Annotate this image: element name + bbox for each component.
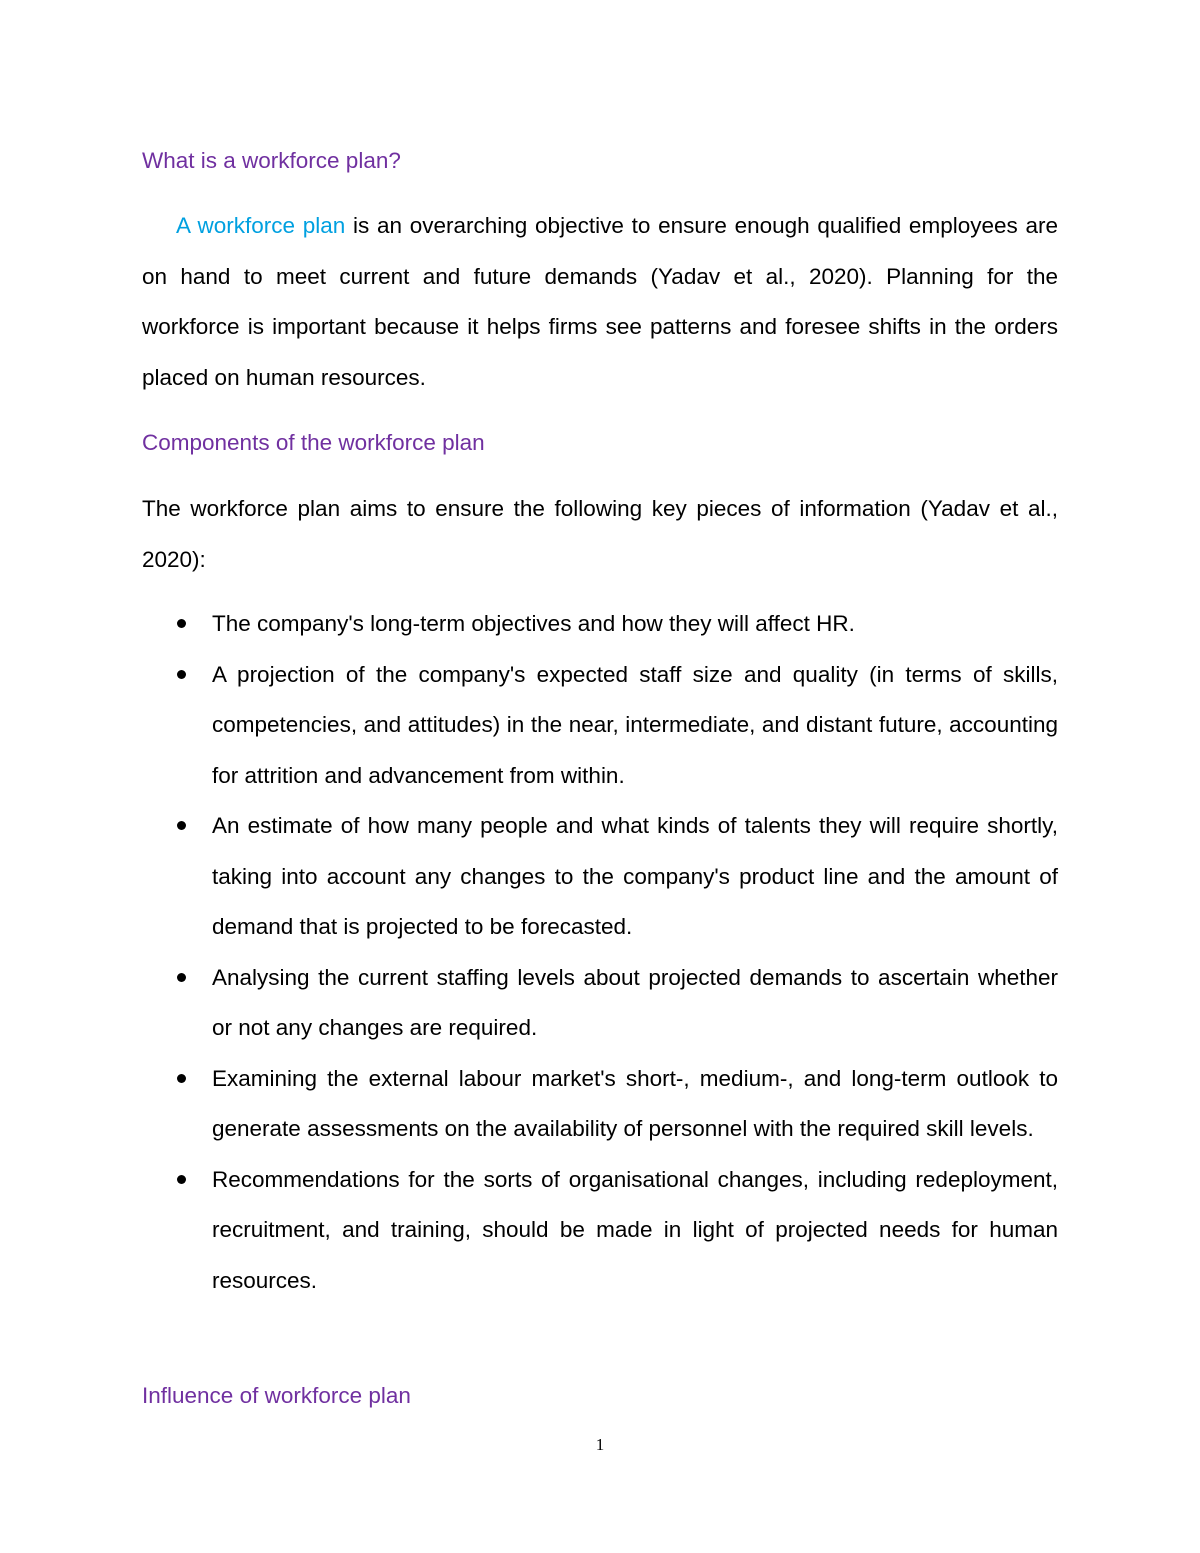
bullet-icon — [177, 1074, 186, 1083]
list-item-text: An estimate of how many people and what kinds of talents they will require shortly, taking into account any changes to the company's product line and the amount of demand that is projected to be forecasted. — [212, 813, 1058, 939]
page-number: 1 — [595, 1435, 605, 1454]
list-item-text: Examining the external labour market's short-, medium-, and long-term outlook to generate assessments on the availability of personnel with the required skill levels. — [212, 1065, 1058, 1141]
workforce-plan-term: A workforce plan — [176, 213, 346, 238]
list-item — [142, 1054, 1058, 1155]
list-item — [142, 650, 1058, 802]
bullet-icon — [177, 619, 186, 628]
list-item — [142, 953, 1058, 1054]
list-item — [142, 801, 1058, 953]
heading-what-is-workforce-plan: What is a workforce plan? — [142, 148, 401, 173]
heading-components: Components of the workforce plan — [142, 430, 485, 455]
list-item-text: A projection of the company's expected staff size and quality (in terms of skills, competencies, and attitudes) in the near, intermediate, and distant future, accounting for attrition and advancement from within. — [212, 661, 1058, 788]
list-item-text: Recommendations for the sorts of organisational changes, including redeployment, recruitment, and training, should be made in light of projected needs for human resources. — [212, 1166, 1058, 1293]
intro-paragraph-text: is an overarching objective to ensure enough qualified employees are on hand to meet current and future demands (Yadav et al., 2020). Planning for the workforce is important because it helps firms see patterns and foresee shifts in the orders placed on human resources. — [142, 213, 1058, 390]
components-intro-paragraph: The workforce plan aims to ensure the following key pieces of information (Yadav et al., 2020): — [142, 496, 1058, 572]
components-bullet-list — [142, 599, 1058, 1306]
bullet-icon — [177, 1175, 186, 1184]
list-item — [142, 599, 1058, 650]
bullet-icon — [177, 821, 186, 830]
intro-paragraph — [142, 201, 1058, 403]
bullet-icon — [177, 670, 186, 679]
list-item — [142, 1155, 1058, 1307]
list-item-text: The company's long-term objectives and how they will affect HR. — [212, 611, 855, 636]
list-item-text: Analysing the current staffing levels about projected demands to ascertain whether or not any changes are required. — [212, 964, 1058, 1040]
bullet-icon — [177, 973, 186, 982]
heading-influence: Influence of workforce plan — [142, 1383, 411, 1408]
